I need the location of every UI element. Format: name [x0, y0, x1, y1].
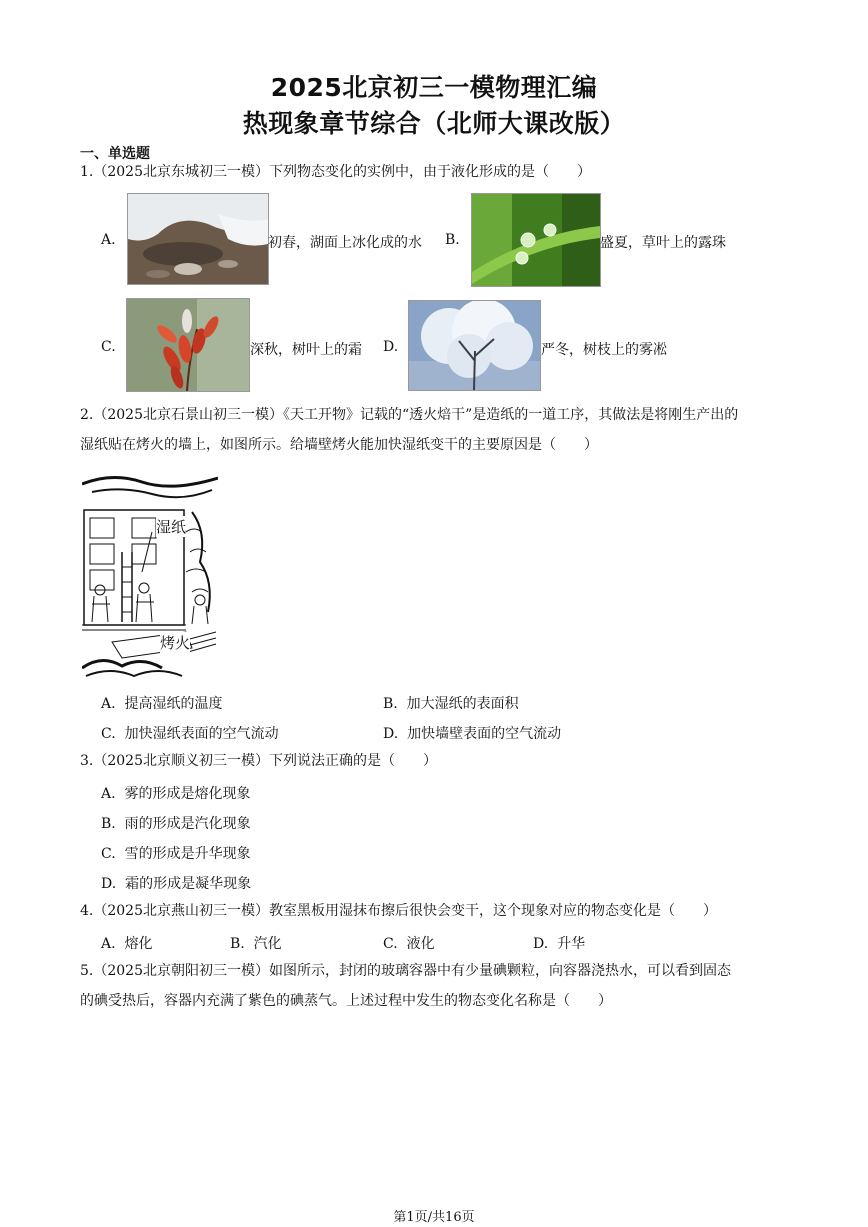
q3-option-d: D. 霜的形成是凝华现象	[101, 876, 252, 892]
question-1-stem: 1.（2025北京东城初三一模）下列物态变化的实例中，由于液化形成的是（ ）	[80, 164, 591, 180]
question-2-stem-line1: 2.（2025北京石景山初三一模）《天工开物》记载的“透火焙干”是造纸的一道工序，其做法是将刚生产出的	[80, 407, 739, 423]
page-title-line1: 2025北京初三一模物理汇编	[270, 73, 598, 102]
q2-option-b: B. 加大湿纸的表面积	[383, 696, 519, 712]
q1-option-d-text: 严冬，树枝上的雾凇	[541, 342, 667, 358]
question-4-stem: 4.（2025北京燕山初三一模）教室黑板用湿抹布擦后很快会变干，这个现象对应的物态变化是（ ）	[80, 903, 717, 919]
q4-option-a: A. 熔化	[101, 936, 153, 952]
q2-figure-label-fire: 烤火	[160, 634, 191, 652]
question-2-stem-line2: 湿纸贴在烤火的墙上，如图所示。给墙壁烤火能加快湿纸变干的主要原因是（ ）	[80, 437, 598, 453]
q2-option-c: C. 加快湿纸表面的空气流动	[101, 726, 279, 742]
q2-figure-label-wet-paper: 湿纸	[156, 518, 187, 536]
q2-option-d: D. 加快墙壁表面的空气流动	[383, 726, 562, 742]
q3-option-c: C. 雪的形成是升华现象	[101, 846, 251, 862]
question-5-stem-line1: 5.（2025北京朝阳初三一模）如图所示，封闭的玻璃容器中有少量碘颗粒，向容器浇热水，可以看到固态	[80, 963, 731, 979]
question-5-stem-line2: 的碘受热后，容器内充满了紫色的碘蒸气。上述过程中发生的物态变化名称是（ ）	[80, 993, 612, 1009]
question-3-stem: 3.（2025北京顺义初三一模）下列说法正确的是（ ）	[80, 753, 437, 769]
page-footer: 第1页/共16页	[393, 1210, 475, 1225]
q1-option-a-letter: A.	[101, 232, 116, 248]
q2-option-a: A. 提高湿纸的温度	[101, 696, 223, 712]
page-title-line2: 热现象章节综合（北师大课改版）	[242, 109, 626, 138]
q3-option-a: A. 雾的形成是熔化现象	[101, 786, 251, 802]
q1-image-frost-on-leaves	[126, 298, 250, 392]
q4-option-c: C. 液化	[383, 936, 435, 952]
q4-option-d: D. 升华	[533, 936, 586, 952]
q1-image-dew-on-grass	[471, 193, 601, 287]
q1-option-c-letter: C.	[101, 339, 116, 355]
q3-option-b: B. 雨的形成是汽化现象	[101, 816, 251, 832]
q1-option-b-letter: B.	[445, 232, 460, 248]
q1-image-rime-on-branches	[408, 300, 541, 391]
q1-option-b-text: 盛夏，草叶上的露珠	[600, 235, 726, 251]
q2-figure-paper-drying	[82, 472, 218, 678]
q1-option-a-text: 初春，湖面上冰化成的水	[268, 235, 422, 251]
section-heading: 一、单选题	[80, 146, 150, 162]
q4-option-b: B. 汽化	[230, 936, 282, 952]
q1-image-melting-ice	[127, 193, 269, 285]
q1-option-d-letter: D.	[383, 339, 399, 355]
q1-option-c-text: 深秋，树叶上的霜	[250, 342, 362, 358]
